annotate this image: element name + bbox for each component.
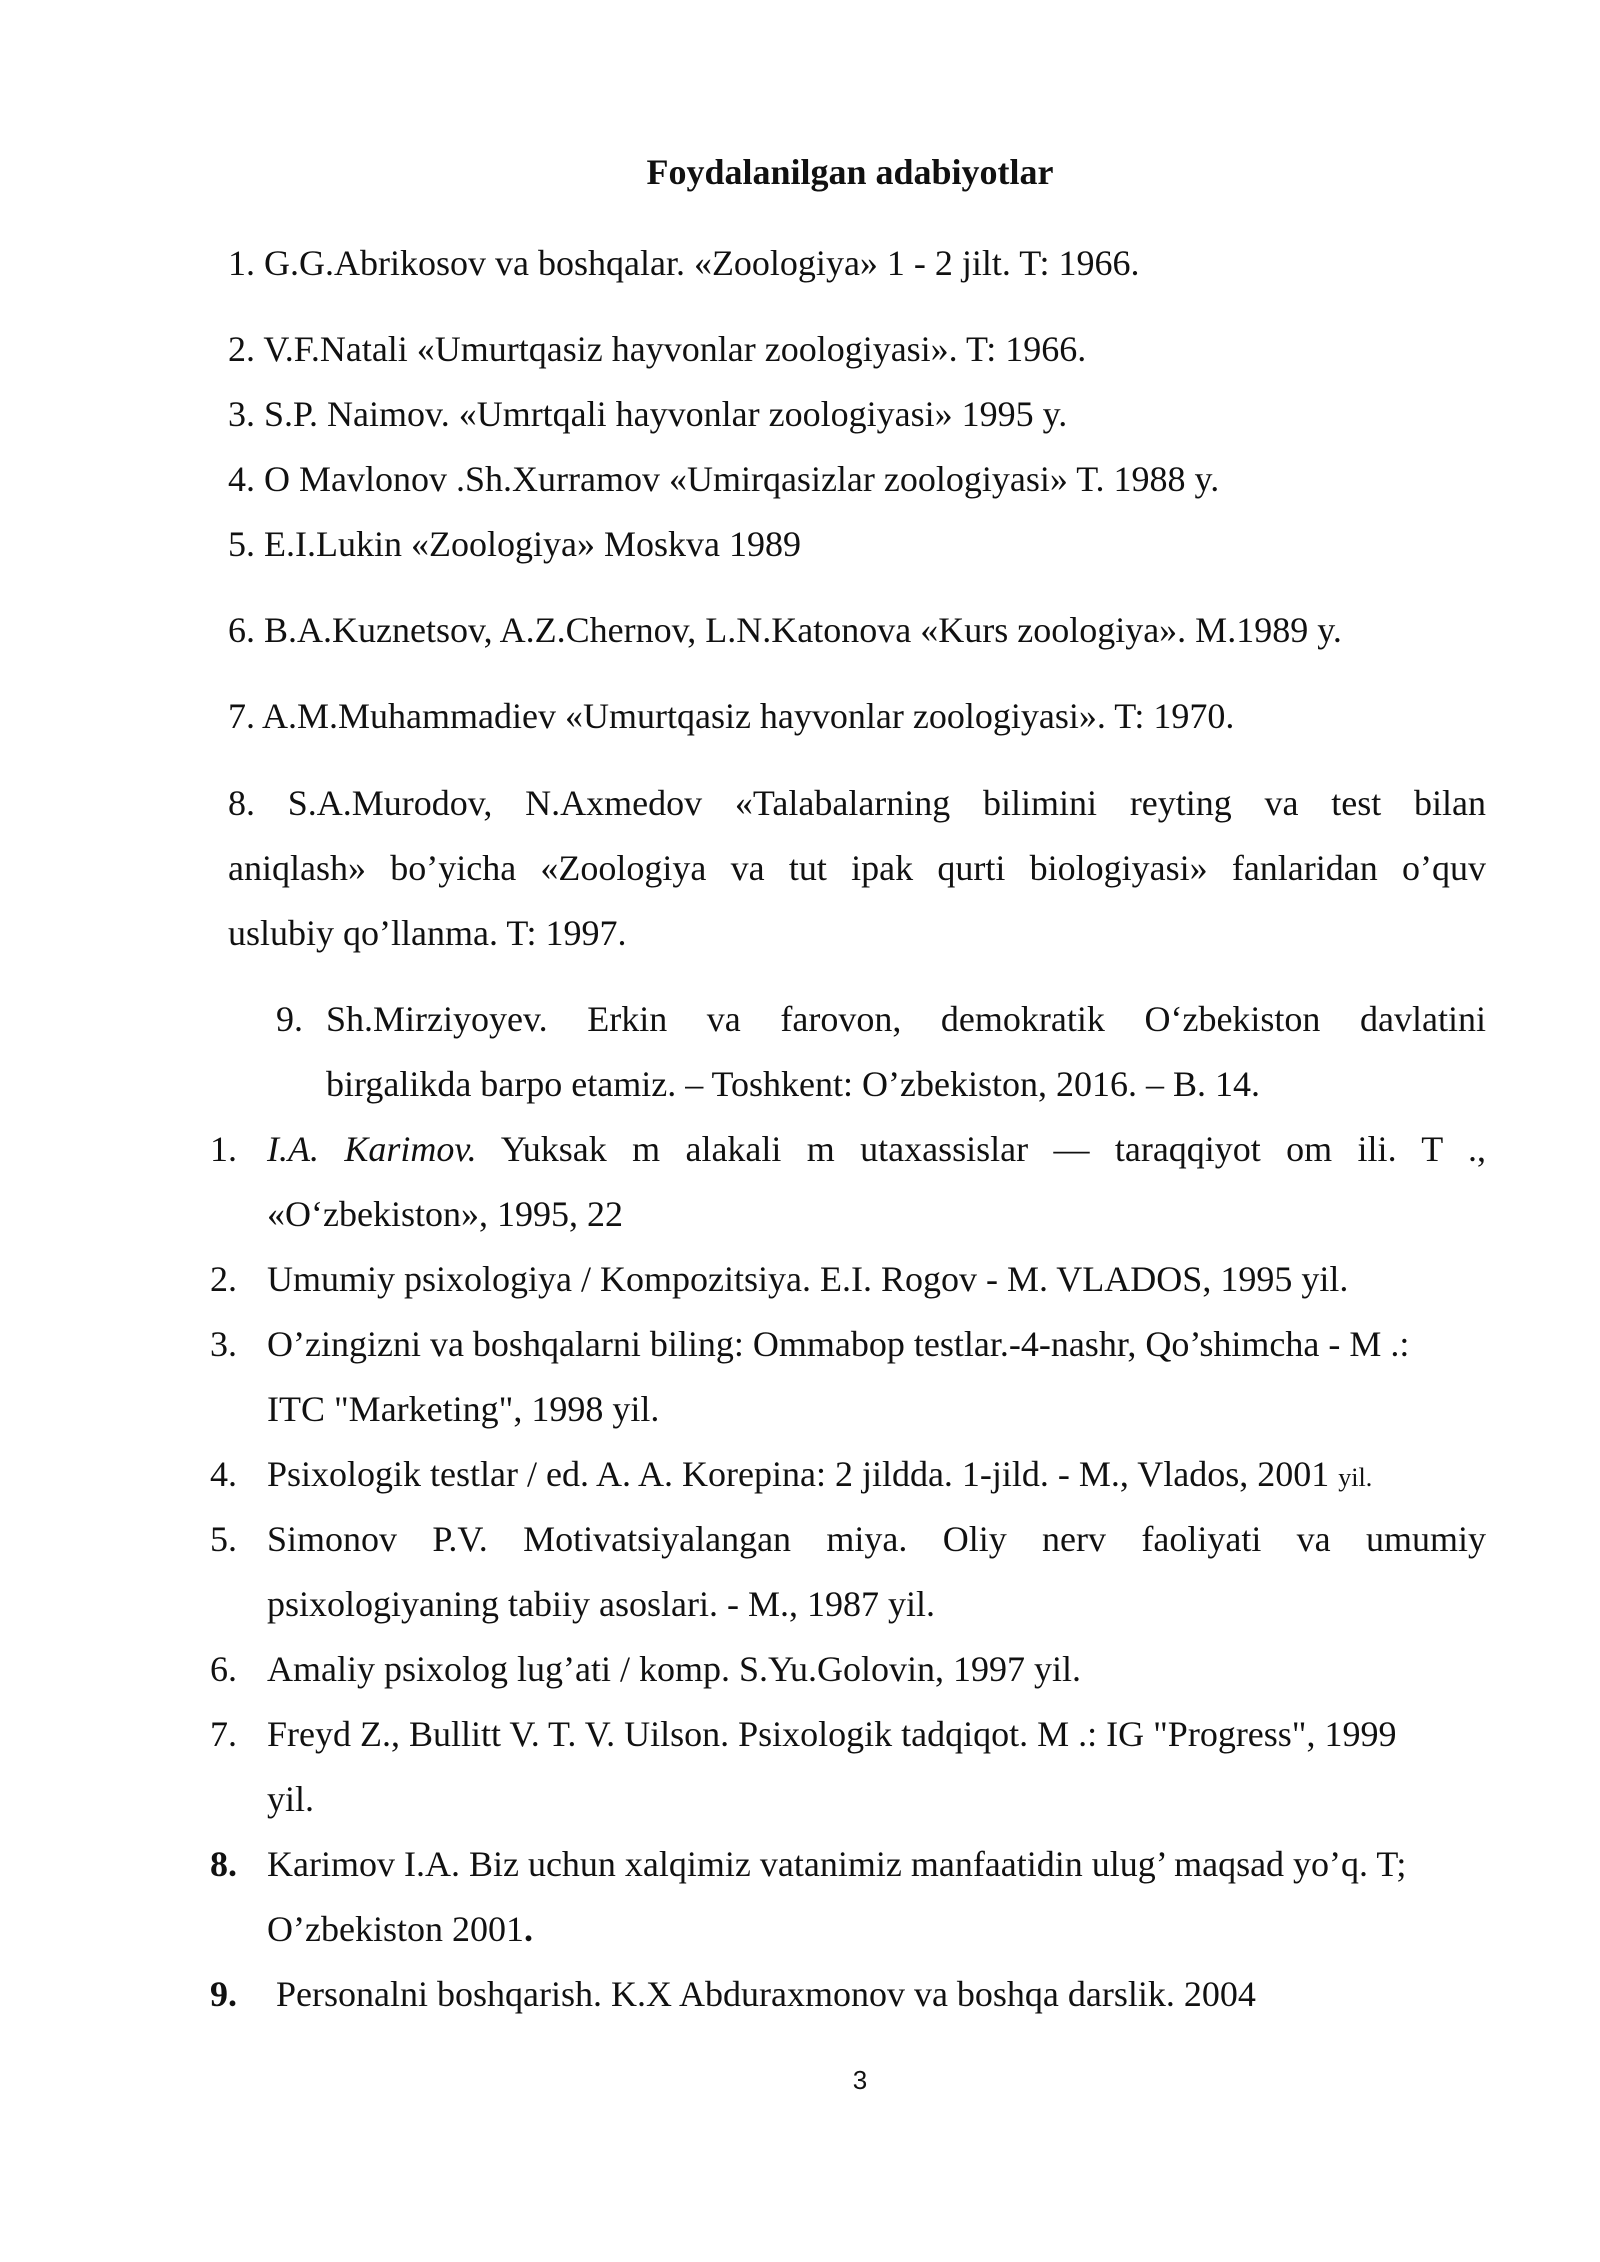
reference-number: 7.: [210, 1714, 237, 1754]
reference-number: 3.: [210, 1324, 237, 1364]
reference-item-line: [267, 1907, 533, 1951]
reference-item-line: yil.: [267, 1779, 315, 1819]
reference-number: 5.: [210, 1519, 237, 1559]
reference-text: Yuksak m alakali m utaxassislar — taraqqiyot om ili. T .,: [500, 1129, 1486, 1169]
reference-item-line: Freyd Z., Bullitt V. T. V. Uilson. Psixologik tadqiqot. M .: IG "Progress", 1999: [267, 1714, 1397, 1754]
reference-number: 9.: [210, 1974, 237, 2014]
reference-item-line: «O‘zbekiston», 1995, 22: [267, 1194, 623, 1234]
page-number: 3: [852, 2065, 868, 2095]
reference-text-end: .: [523, 1909, 533, 1949]
reference-item-line: 8. S.A.Murodov, N.Axmedov «Talabalarning bilimini reyting va test bilan: [228, 783, 1486, 823]
reference-item: 4. O Mavlonov .Sh.Xurramov «Umirqasizlar zoologiyasi» T. 1988 y.: [228, 459, 1220, 499]
reference-number: 9.: [276, 999, 303, 1039]
reference-number: 6.: [210, 1649, 237, 1689]
reference-item-line: Umumiy psixologiya / Kompozitsiya. E.I. Rogov - M. VLADOS, 1995 yil.: [267, 1259, 1349, 1299]
reference-item-line: Personalni boshqarish. K.X Abduraxmonov va boshqa darslik. 2004: [276, 1974, 1256, 2014]
reference-item-line: psixologiyaning tabiiy asoslari. - M., 1987 yil.: [267, 1584, 935, 1624]
reference-text-small: yil.: [1338, 1463, 1373, 1492]
reference-item-line: Karimov I.A. Biz uchun xalqimiz vatanimiz manfaatidin ulug’ maqsad yo’q. T;: [267, 1844, 1407, 1884]
reference-item: 3. S.P. Naimov. «Umrtqali hayvonlar zoologiyasi» 1995 y.: [228, 394, 1068, 434]
reference-item-line: Simonov P.V. Motivatsiyalangan miya. Oliy nerv faoliyati va umumiy: [267, 1519, 1486, 1559]
reference-item: 2. V.F.Natali «Umurtqasiz hayvonlar zoologiyasi». T: 1966.: [228, 329, 1087, 369]
reference-text: O’zbekiston 2001: [267, 1909, 524, 1949]
reference-item: 7. A.M.Muhammadiev «Umurtqasiz hayvonlar zoologiyasi». T: 1970.: [228, 696, 1235, 736]
reference-item: 6. B.A.Kuznetsov, A.Z.Chernov, L.N.Katonova «Kurs zoologiya». M.1989 y.: [228, 610, 1342, 650]
reference-item-line: O’zingizni va boshqalarni biling: Ommabop testlar.-4-nashr, Qo’shimcha - M .:: [267, 1324, 1410, 1364]
reference-item-line: birgalikda barpo etamiz. – Toshkent: O’zbekiston, 2016. – B. 14.: [326, 1064, 1260, 1104]
reference-item-line: Sh.Mirziyoyev. Erkin va farovon, demokratik O‘zbekiston davlatini: [326, 999, 1486, 1039]
reference-item-line: Amaliy psixolog lug’ati / komp. S.Yu.Golovin, 1997 yil.: [267, 1649, 1082, 1689]
reference-item-line: [267, 1127, 1486, 1171]
reference-number: 2.: [210, 1259, 237, 1299]
reference-number: 4.: [210, 1454, 237, 1494]
reference-item-line: aniqlash» bo’yicha «Zoologiya va tut ipak qurti biologiyasi» fanlaridan o’quv: [228, 848, 1486, 888]
reference-number: 1.: [210, 1129, 237, 1169]
reference-item: 5. E.I.Lukin «Zoologiya» Moskva 1989: [228, 524, 801, 564]
reference-item-line: [267, 1452, 1372, 1500]
reference-item: 1. G.G.Abrikosov va boshqalar. «Zoologiya» 1 - 2 jilt. T: 1966.: [228, 243, 1140, 283]
reference-text: Psixologik testlar / ed. A. A. Korepina: 2 jildda. 1-jild. - M., Vlados, 2001: [267, 1454, 1330, 1494]
reference-item-line: uslubiy qo’llanma. T: 1997.: [228, 913, 627, 953]
page-title: Foydalanilgan adabiyotlar: [646, 152, 1054, 192]
reference-number: 8.: [210, 1844, 237, 1884]
reference-author: I.A. Karimov.: [267, 1129, 477, 1169]
reference-item-line: ITC "Marketing", 1998 yil.: [267, 1389, 660, 1429]
